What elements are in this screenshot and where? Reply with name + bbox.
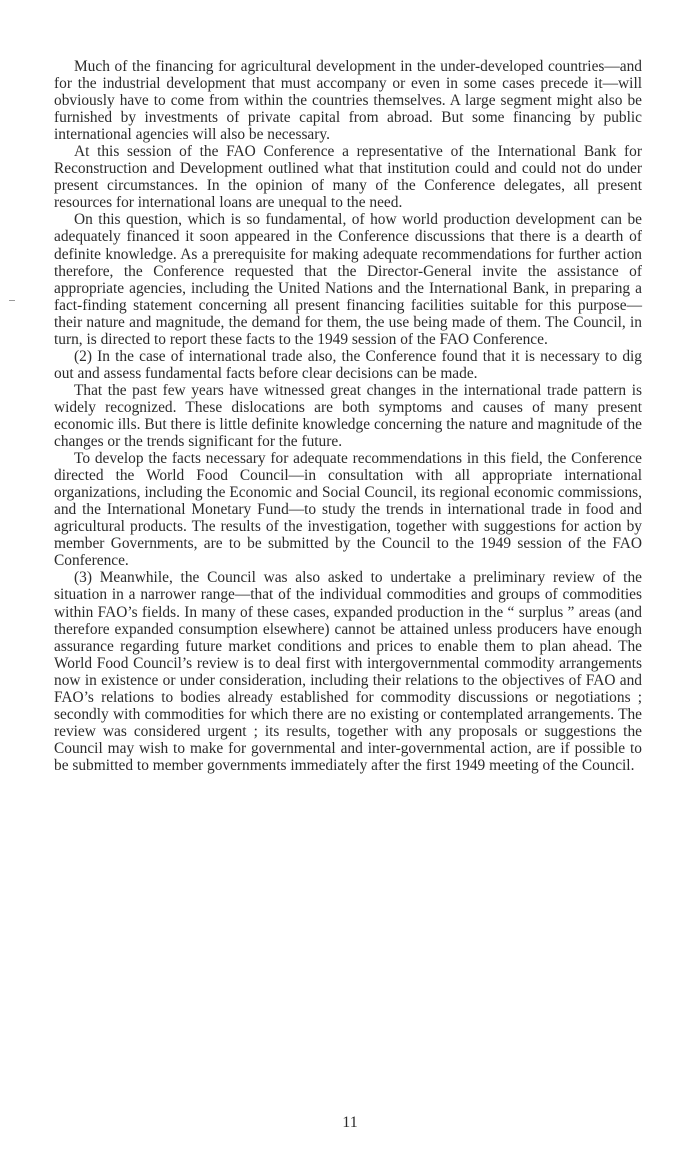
- paragraph-financing-sources: Much of the financing for agricultural development in the under-developed countries—and for the industrial development that must accompany or even in some cases precede it—will obviously have to come from within the countries themselves. A large segment might also be furnished by investments of private capital from abroad. But some financing by public international agencies will also be necessary.: [54, 58, 642, 144]
- paragraph-world-food-council-study: To develop the facts necessary for adequate recommendations in this field, the Conference directed the World Food Council—in consultation with all appropriate international organizations, including the Economic and Social Council, its regional economic commissions, and the International Monetary Fund—to study the trends in international trade in food and agricultural products. The results of the investigation, together with suggestions for action by member Governments, are to be submitted by the Council to the 1949 session of the FAO Conference.: [54, 450, 642, 570]
- page-number: 11: [342, 1114, 358, 1131]
- paragraph-international-bank: At this session of the FAO Conference a representative of the International Bank for Reconstruction and Development outlined what that institution could and could not do under present circumstances. In the opinion of many of the Conference delegates, all present resources for international loans are unequal to the need.: [54, 143, 642, 212]
- paragraph-commodity-review: (3) Meanwhile, the Council was also asked to undertake a preliminary review of the situation in a narrower range—that of the individual commodities and groups of commodities within FAO’s fields. In many of these cases, expanded production in the “ surplus ” areas (and therefore expanded consumption elsewhere) cannot be attained unless producers have enough assurance regarding future market conditions and prices to enable them to plan ahead. The World Food Council’s review is to deal first with intergovernmental commodity arrangements now in existence or under consideration, including their relations to the objectives of FAO and FAO’s relations to bodies already established for commodity discussions or negotiations ; secondly with commodities for which there are no existing or contemplated arrangements. The review was considered urgent ; its results, together with any proposals or suggestions the Council may wish to make for governmental and inter-governmental action, are if possible to be submitted to member governments immediately after the first 1949 meeting of the Council.: [54, 569, 642, 774]
- paragraph-trade-pattern-changes: That the past few years have witnessed great changes in the international trade pattern is widely recognized. These dislocations are both symptoms and causes of many present economic ills. But there is little definite knowledge concerning the nature and magnitude of the changes or the trends significant for the future.: [54, 381, 642, 451]
- margin-mark: [9, 300, 15, 301]
- paragraph-international-trade: (2) In the case of international trade also, the Conference found that it is necessary to dig out and assess fundamental facts before clear decisions can be made.: [54, 347, 642, 382]
- paragraph-fact-finding-statement: On this question, which is so fundamental, of how world production development can be adequately financed it soon appeared in the Conference discussions that there is a dearth of definite knowledge. As a prerequisite for making adequate recommendations for further action therefore, the Conference requested that the Director-General invite the assistance of appropriate agencies, including the United Nations and the International Bank, in preparing a fact-finding statement concerning all present financing facilities suitable for this purpose—their nature and magnitude, the demand for them, the use being made of them. The Council, in turn, is directed to report these facts to the 1949 session of the FAO Conference.: [54, 211, 642, 348]
- document-body: [54, 58, 642, 774]
